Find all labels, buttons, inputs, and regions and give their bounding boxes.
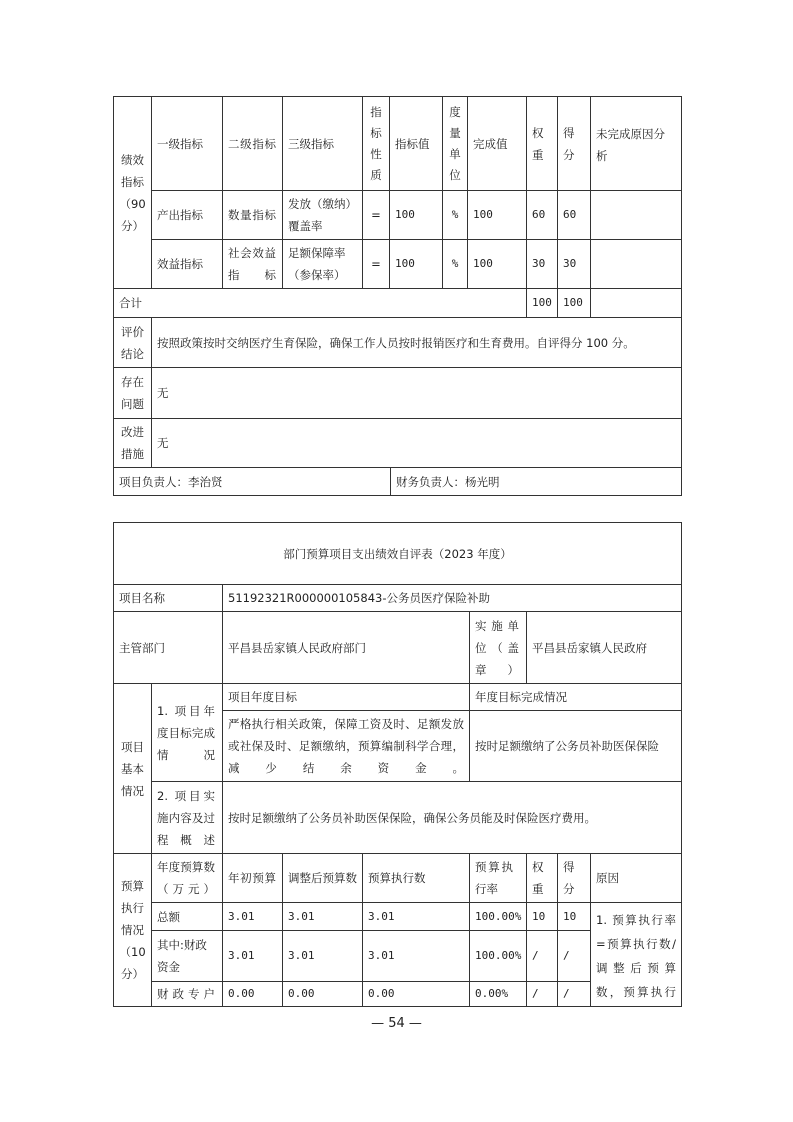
header-actual-text: 完成值 — [473, 136, 508, 151]
row1-level2 — [222, 190, 283, 240]
dept-value — [222, 611, 470, 684]
impl-value-text: 平昌县岳家镇人民政府 — [532, 640, 647, 655]
row2-nature-text: = — [371, 257, 381, 271]
row1-score — [557, 190, 591, 240]
header-nature-text: 指标性质 — [370, 104, 382, 182]
budget-row3-item — [151, 981, 223, 1007]
impl-label — [469, 611, 527, 684]
budget-header-weight — [526, 853, 558, 903]
row1-level1 — [151, 190, 223, 240]
budget-row3-weight — [526, 981, 558, 1007]
header-score-text: 得分 — [563, 125, 575, 162]
goal-text — [222, 710, 470, 782]
budget-row2-executed — [362, 930, 470, 982]
row2-weight — [526, 239, 558, 289]
header-unit-text: 度量单位 — [449, 104, 461, 182]
conclusion-text — [151, 317, 682, 368]
budget-header-reason — [590, 853, 682, 903]
budget-row3-rate — [469, 981, 527, 1007]
row2-target-text: 100 — [395, 257, 415, 270]
budget-row2-weight-text: / — [532, 949, 539, 962]
total-reason — [590, 288, 682, 318]
header-score — [557, 96, 591, 191]
budget-header-rate — [469, 853, 527, 903]
project-name — [222, 584, 682, 612]
dept-value-text: 平昌县岳家镇人民政府部门 — [228, 640, 366, 655]
budget-row2-initial — [222, 930, 283, 982]
row2-level2-text: 社会效益指标 — [228, 246, 276, 282]
header-level2-text: 二级指标 — [228, 136, 276, 151]
budget-row3-initial-text: 0.00 — [228, 987, 255, 1000]
row2-nature — [362, 239, 390, 289]
row2-score — [557, 239, 591, 289]
budget-header-weight-text: 权重 — [532, 860, 544, 896]
project-name-label-text: 项目名称 — [119, 591, 165, 605]
row2-level1-text: 效益指标 — [157, 257, 203, 271]
completion-header — [469, 683, 682, 711]
goal-header — [222, 683, 470, 711]
budget-row2-score — [557, 930, 591, 982]
budget-row1-score-text: 10 — [563, 909, 577, 923]
row2-score-text: 30 — [563, 257, 577, 270]
row2-reason — [590, 239, 682, 289]
budget-row1-score — [557, 902, 591, 931]
budget-row3-executed-text: 0.00 — [368, 987, 395, 1000]
budget-row2-weight — [526, 930, 558, 982]
budget-header-item-text: 年度预算数（万元） — [157, 860, 215, 896]
conclusion-label — [113, 317, 152, 368]
budget-row3-initial — [222, 981, 283, 1007]
goal-section-label-text: 1. 项目年度目标完成情况 — [157, 703, 215, 762]
budget-row2-initial-text: 3.01 — [228, 949, 255, 962]
content-text — [222, 781, 682, 854]
budget-reason — [590, 902, 682, 1007]
budget-row2-score-text: / — [563, 949, 570, 962]
row1-level1-text: 产出指标 — [157, 208, 203, 222]
header-weight-text: 权重 — [532, 125, 544, 162]
impl-value — [526, 611, 682, 684]
budget-row1-weight — [526, 902, 558, 931]
row1-level3 — [282, 190, 363, 240]
row2-target — [389, 239, 443, 289]
basic-label — [113, 683, 152, 854]
row1-unit — [442, 190, 468, 240]
row2-actual — [467, 239, 527, 289]
header-weight — [526, 96, 558, 191]
budget-header-adjusted-text: 调整后预算数 — [288, 871, 357, 885]
goal-section-label — [151, 683, 223, 782]
budget-row1-initial-text: 3.01 — [228, 909, 255, 923]
budget-row3-adjusted — [282, 981, 363, 1007]
budget-header-score — [557, 853, 591, 903]
budget-row3-adjusted-text: 0.00 — [288, 987, 315, 1000]
budget-row2-rate — [469, 930, 527, 982]
budget-row3-score — [557, 981, 591, 1007]
budget-row2-executed-text: 3.01 — [368, 949, 395, 962]
budget-header-adjusted — [282, 853, 363, 903]
header-target — [389, 96, 443, 191]
finance-lead-text: 财务负责人：杨光明 — [396, 474, 500, 489]
content-text-content: 按时足额缴纳了公务员补助医保保险，确保公务员能及时保险医疗费用。 — [228, 810, 596, 825]
row2-unit-text: % — [451, 257, 459, 270]
table2-title-text: 部门预算项目支出绩效自评表（2023 年度） — [283, 546, 512, 561]
goal-header-text: 项目年度目标 — [228, 690, 297, 704]
budget-row2-item — [151, 930, 223, 982]
budget-row1-executed — [362, 902, 470, 931]
header-reason-text: 未完成原因分析 — [596, 127, 665, 163]
row2-actual-text: 100 — [473, 257, 493, 270]
content-section-label — [151, 781, 223, 854]
row1-actual-text: 100 — [473, 208, 493, 221]
finance-lead — [390, 467, 682, 496]
budget-row1-item-text: 总额 — [157, 909, 180, 924]
improvements-label — [113, 418, 152, 468]
row2-weight-text: 30 — [532, 257, 546, 270]
completion-text-content: 按时足额缴纳了公务员补助医保保险 — [475, 739, 659, 753]
budget-row1-weight-text: 10 — [532, 909, 546, 923]
row2-level1 — [151, 239, 223, 289]
conclusion-text-content: 按照政策按时交纳医疗生育保险，确保工作人员按时报销医疗和生育费用。自评得分 100 分。 — [157, 335, 635, 350]
section-label-text: 绩效指标（90分） — [119, 152, 146, 233]
completion-header-text: 年度目标完成情况 — [475, 690, 567, 704]
row1-nature — [362, 190, 390, 240]
row1-score-text: 60 — [563, 208, 577, 221]
budget-header-executed — [362, 853, 470, 903]
completion-text — [469, 710, 682, 782]
row1-nature-text: = — [371, 208, 381, 222]
budget-label — [113, 853, 152, 1007]
goal-text-content: 严格执行相关政策，保障工资及时、足额发放或社保及时、足额缴纳，预算编制科学合理，减少结余资金。 — [228, 717, 464, 775]
budget-row3-rate-text: 0.00% — [475, 987, 509, 1000]
total-label-text: 合计 — [119, 296, 142, 310]
row1-level3-text: 发放（缴纳）覆盖率 — [288, 197, 357, 233]
budget-row2-adjusted-text: 3.01 — [288, 949, 315, 962]
total-weight — [526, 288, 558, 318]
conclusion-label-text: 评价结论 — [121, 324, 144, 361]
budget-header-executed-text: 预算执行数 — [368, 871, 426, 885]
header-target-text: 指标值 — [395, 136, 430, 151]
budget-row3-weight-text: / — [532, 987, 539, 1000]
budget-header-initial-text: 年初预算 — [228, 871, 276, 885]
budget-row3-item-text: 财政专户 — [157, 987, 215, 1001]
problems-text — [151, 367, 682, 419]
project-name-label — [113, 584, 223, 612]
header-actual — [467, 96, 527, 191]
budget-row1-adjusted — [282, 902, 363, 931]
budget-row3-score-text: / — [563, 987, 570, 1000]
improvements-text — [151, 418, 682, 468]
project-lead — [113, 467, 391, 496]
budget-row1-rate-text: 100.00% — [475, 909, 522, 923]
row2-level3-text: 足额保障率（参保率） — [288, 246, 346, 282]
budget-row1-executed-text: 3.01 — [368, 909, 395, 923]
row1-target-text: 100 — [395, 208, 415, 221]
problems-label-text: 存在问题 — [121, 375, 144, 411]
section-label-performance — [113, 96, 152, 289]
row1-weight-text: 60 — [532, 208, 546, 221]
problems-label — [113, 367, 152, 419]
improvements-label-text: 改进措施 — [121, 425, 144, 461]
budget-reason-text: 1. 预算执行率=预算执行数/调整后预算数，预算执行 — [596, 913, 676, 999]
total-score-text: 100 — [563, 296, 583, 309]
row2-unit — [442, 239, 468, 289]
page-number: — 54 — — [371, 1016, 422, 1031]
header-level1 — [151, 96, 223, 191]
project-name-text: 51192321R000000105843-公务员医疗保险补助 — [228, 591, 490, 605]
budget-row1-adjusted-text: 3.01 — [288, 909, 315, 923]
row2-level2 — [222, 239, 283, 289]
budget-header-rate-text: 预算执行率 — [475, 860, 513, 896]
header-nature — [362, 96, 390, 191]
row1-target — [389, 190, 443, 240]
content-section-label-text: 2. 项目实施内容及过程概述 — [157, 788, 215, 847]
header-level2 — [222, 96, 283, 191]
improvements-text-content: 无 — [157, 436, 169, 450]
header-level3 — [282, 96, 363, 191]
problems-text-content: 无 — [157, 386, 169, 400]
total-weight-text: 100 — [532, 296, 552, 309]
budget-header-item — [151, 853, 223, 903]
header-unit — [442, 96, 468, 191]
budget-row1-item — [151, 902, 223, 931]
row1-reason — [590, 190, 682, 240]
header-level3-text: 三级指标 — [288, 136, 334, 151]
total-score — [557, 288, 591, 318]
row1-level2-text: 数量指标 — [228, 208, 276, 222]
budget-row3-executed — [362, 981, 470, 1007]
impl-label-text: 实施单位（盖章） — [475, 618, 519, 677]
budget-header-score-text: 得分 — [563, 860, 575, 896]
budget-row2-adjusted — [282, 930, 363, 982]
row1-weight — [526, 190, 558, 240]
row1-unit-text: % — [451, 208, 459, 221]
budget-row2-item-text: 其中:财政资金 — [157, 938, 207, 974]
row1-actual — [467, 190, 527, 240]
dept-label — [113, 611, 223, 684]
budget-label-text: 预算执行情况（10分） — [119, 879, 146, 981]
table2-title — [113, 522, 682, 585]
budget-row2-rate-text: 100.00% — [475, 949, 522, 962]
budget-row1-rate — [469, 902, 527, 931]
budget-header-reason-text: 原因 — [596, 871, 619, 885]
total-label — [113, 288, 527, 318]
project-lead-text: 项目负责人：李治贤 — [119, 474, 223, 489]
header-level1-text: 一级指标 — [157, 136, 203, 151]
header-reason — [590, 96, 682, 191]
row2-level3 — [282, 239, 363, 289]
basic-label-text: 项目基本情况 — [121, 739, 144, 798]
dept-label-text: 主管部门 — [119, 640, 165, 655]
budget-header-initial — [222, 853, 283, 903]
budget-row1-initial — [222, 902, 283, 931]
